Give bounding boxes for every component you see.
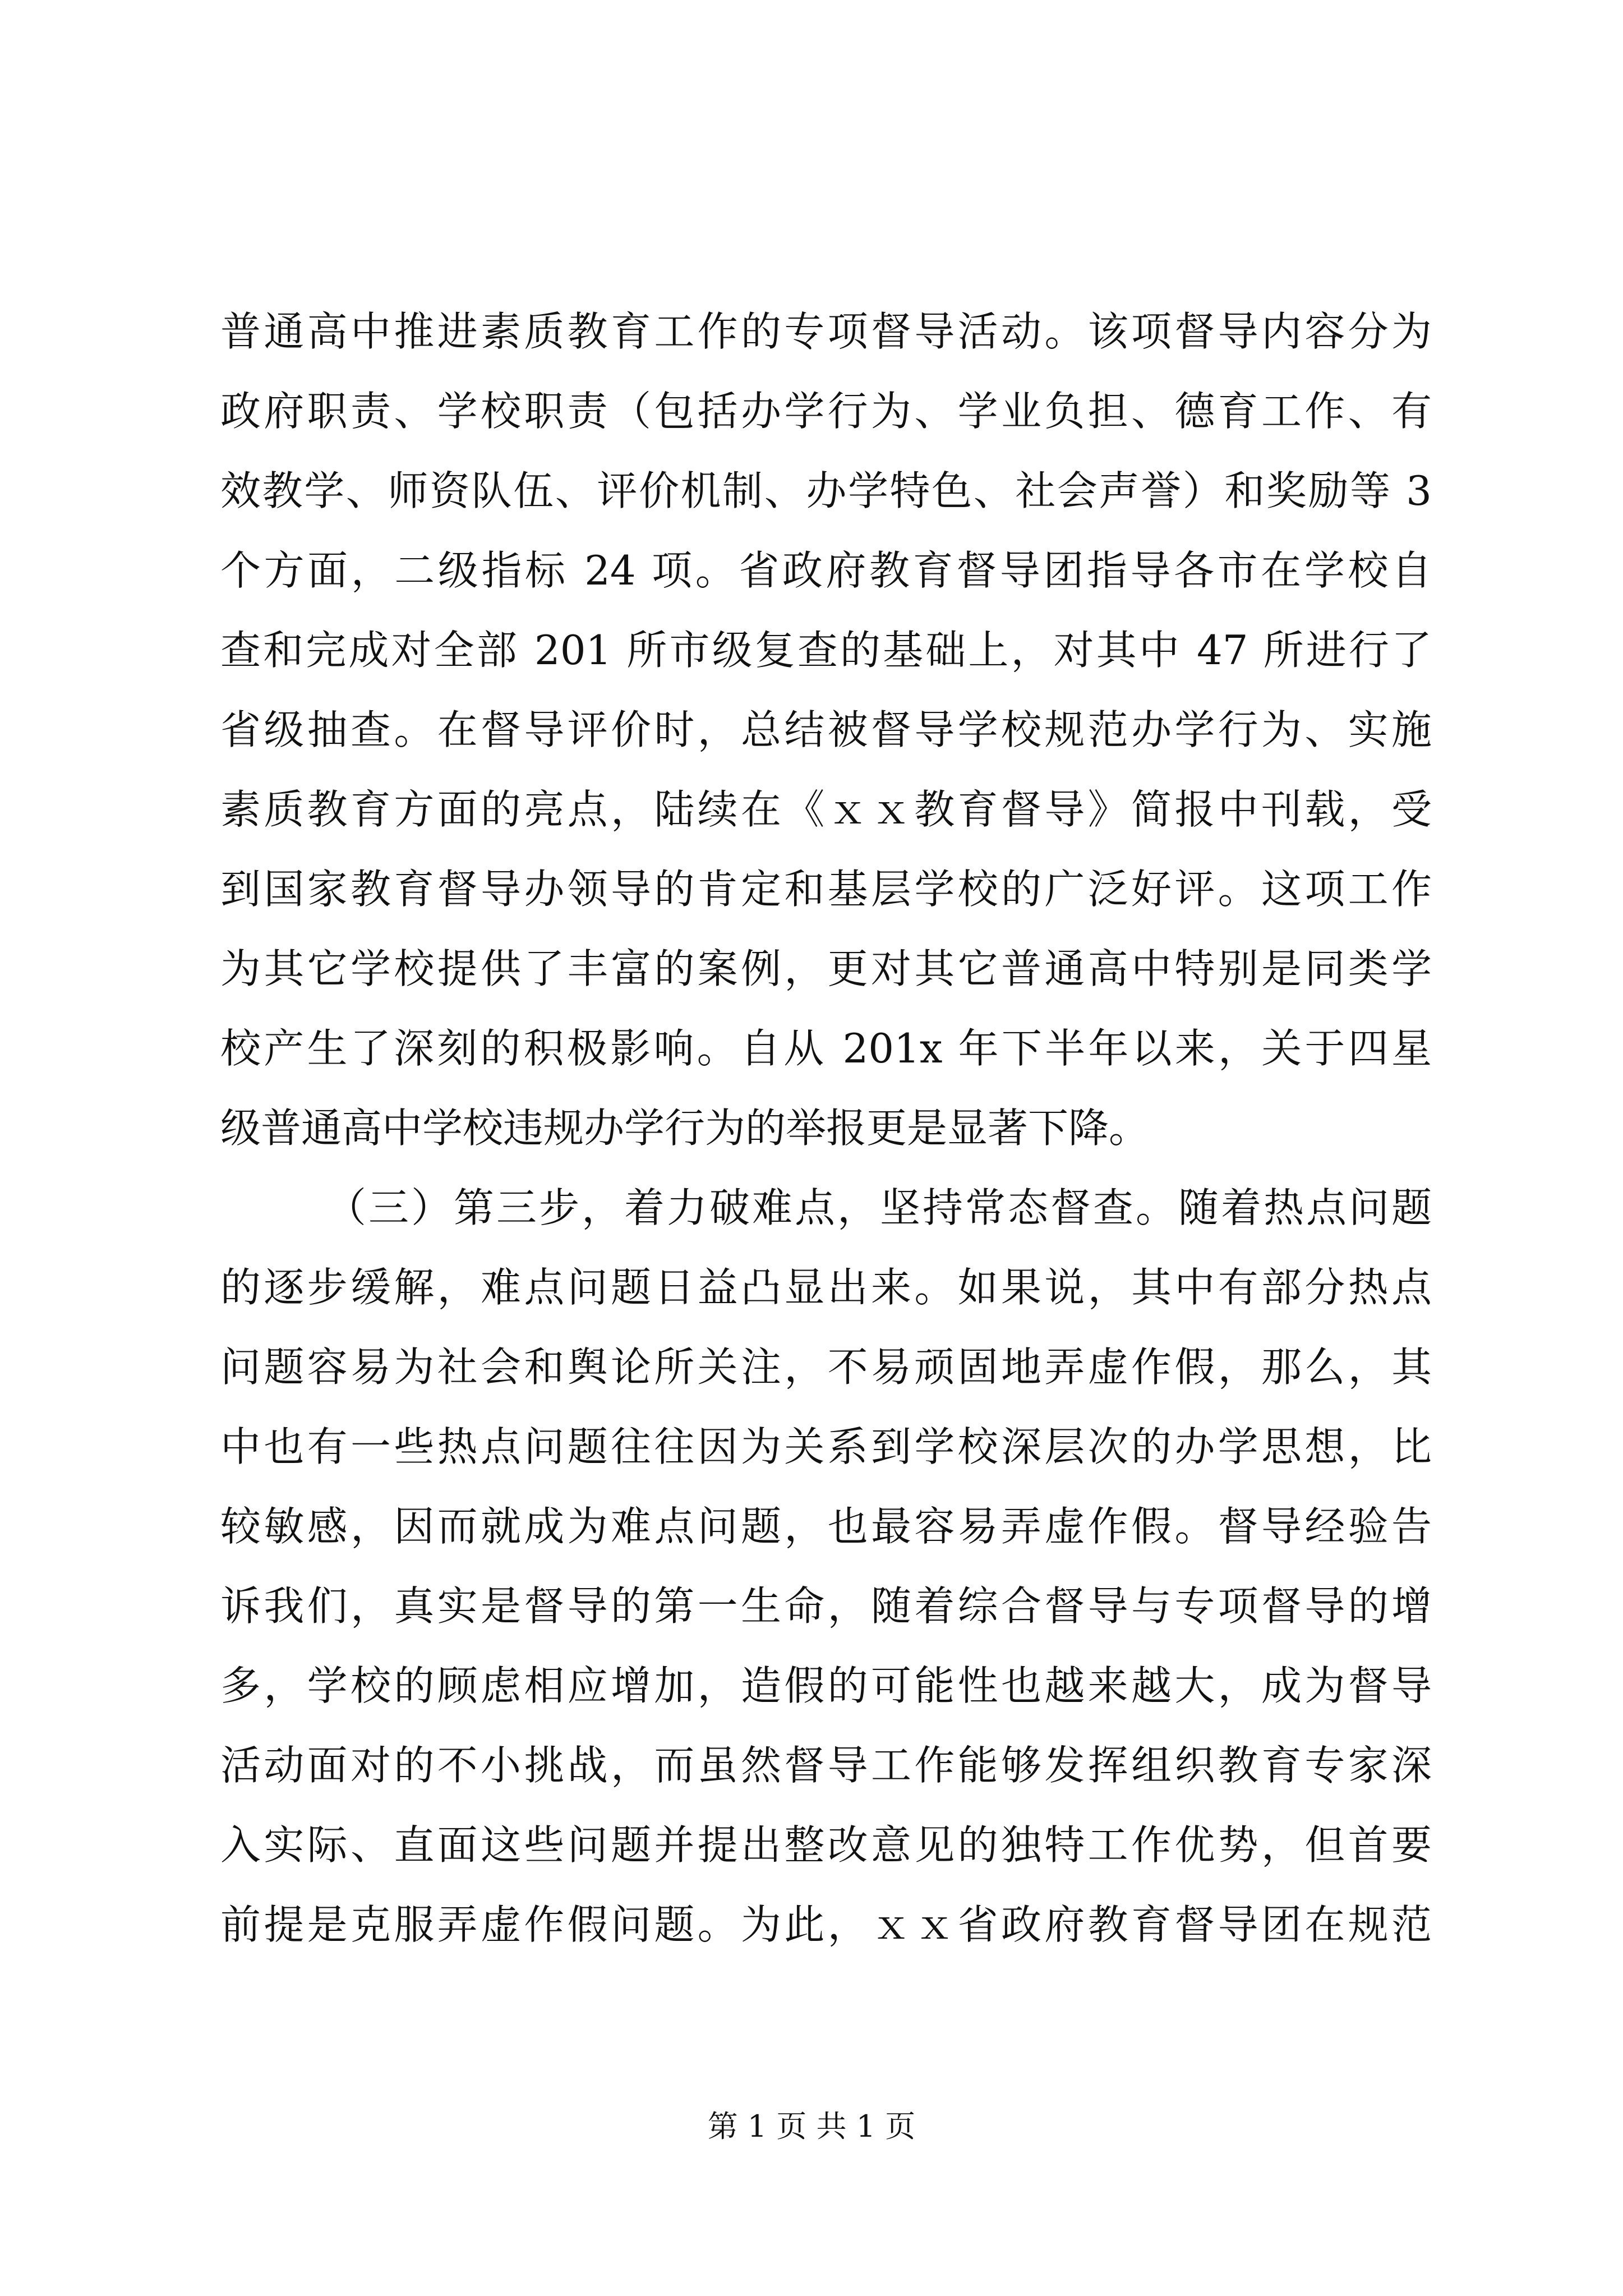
text-line: 前提是克服弄虚作假问题。为此，ｘｘ省政府教育督导团在规范 [220,1901,1432,1948]
text-line: 问题容易为社会和舆论所关注，不易顽固地弄虚作假，那么，其 [220,1343,1432,1391]
text-line: 的逐步缓解，难点问题日益凸显出来。如果说，其中有部分热点 [220,1264,1432,1311]
text-line: 查和完成对全部 201 所市级复查的基础上，对其中 47 所进行了 [220,627,1432,674]
document-body [220,292,1432,1964]
text-line: 较敏感，因而就成为难点问题，也最容易弄虚作假。督导经验告 [220,1503,1432,1550]
text-line: 普通高中推进素质教育工作的专项督导活动。该项督导内容分为 [220,308,1432,355]
text-line: 为其它学校提供了丰富的案例，更对其它普通高中特别是同类学 [220,945,1432,992]
text-line: 个方面，二级指标 24 项。省政府教育督导团指导各市在学校自 [220,547,1432,594]
text-line: 校产生了深刻的积极影响。自从 201x 年下半年以来，关于四星 [220,1025,1432,1072]
text-line: 效教学、师资队伍、评价机制、办学特色、社会声誉）和奖励等 3 [220,467,1432,514]
text-line: 政府职责、学校职责（包括办学行为、学业负担、德育工作、有 [220,388,1432,435]
text-line: 省级抽查。在督导评价时，总结被督导学校规范办学行为、实施 [220,706,1432,753]
text-line: 诉我们，真实是督导的第一生命，随着综合督导与专项督导的增 [220,1582,1432,1630]
text-line: 活动面对的不小挑战，而虽然督导工作能够发挥组织教育专家深 [220,1742,1432,1789]
text-line: 级普通高中学校违规办学行为的举报更是显著下降。 [220,1105,1150,1152]
text-line: 多，学校的顾虑相应增加，造假的可能性也越来越大，成为督导 [220,1662,1432,1709]
text-line: 中也有一些热点问题往往因为关系到学校深层次的办学思想，比 [220,1423,1432,1470]
text-line: 入实际、直面这些问题并提出整改意见的独特工作优势，但首要 [220,1821,1432,1869]
text-line: 到国家教育督导办领导的肯定和基层学校的广泛好评。这项工作 [220,866,1432,913]
section-heading-line: （三）第三步，着力破难点，坚持常态督查。随着热点问题 [326,1184,1432,1231]
page-number-footer: 第 1 页 共 1 页 [707,2109,916,2144]
text-line: 素质教育方面的亮点，陆续在《ｘｘ教育督导》简报中刊载，受 [220,786,1432,833]
